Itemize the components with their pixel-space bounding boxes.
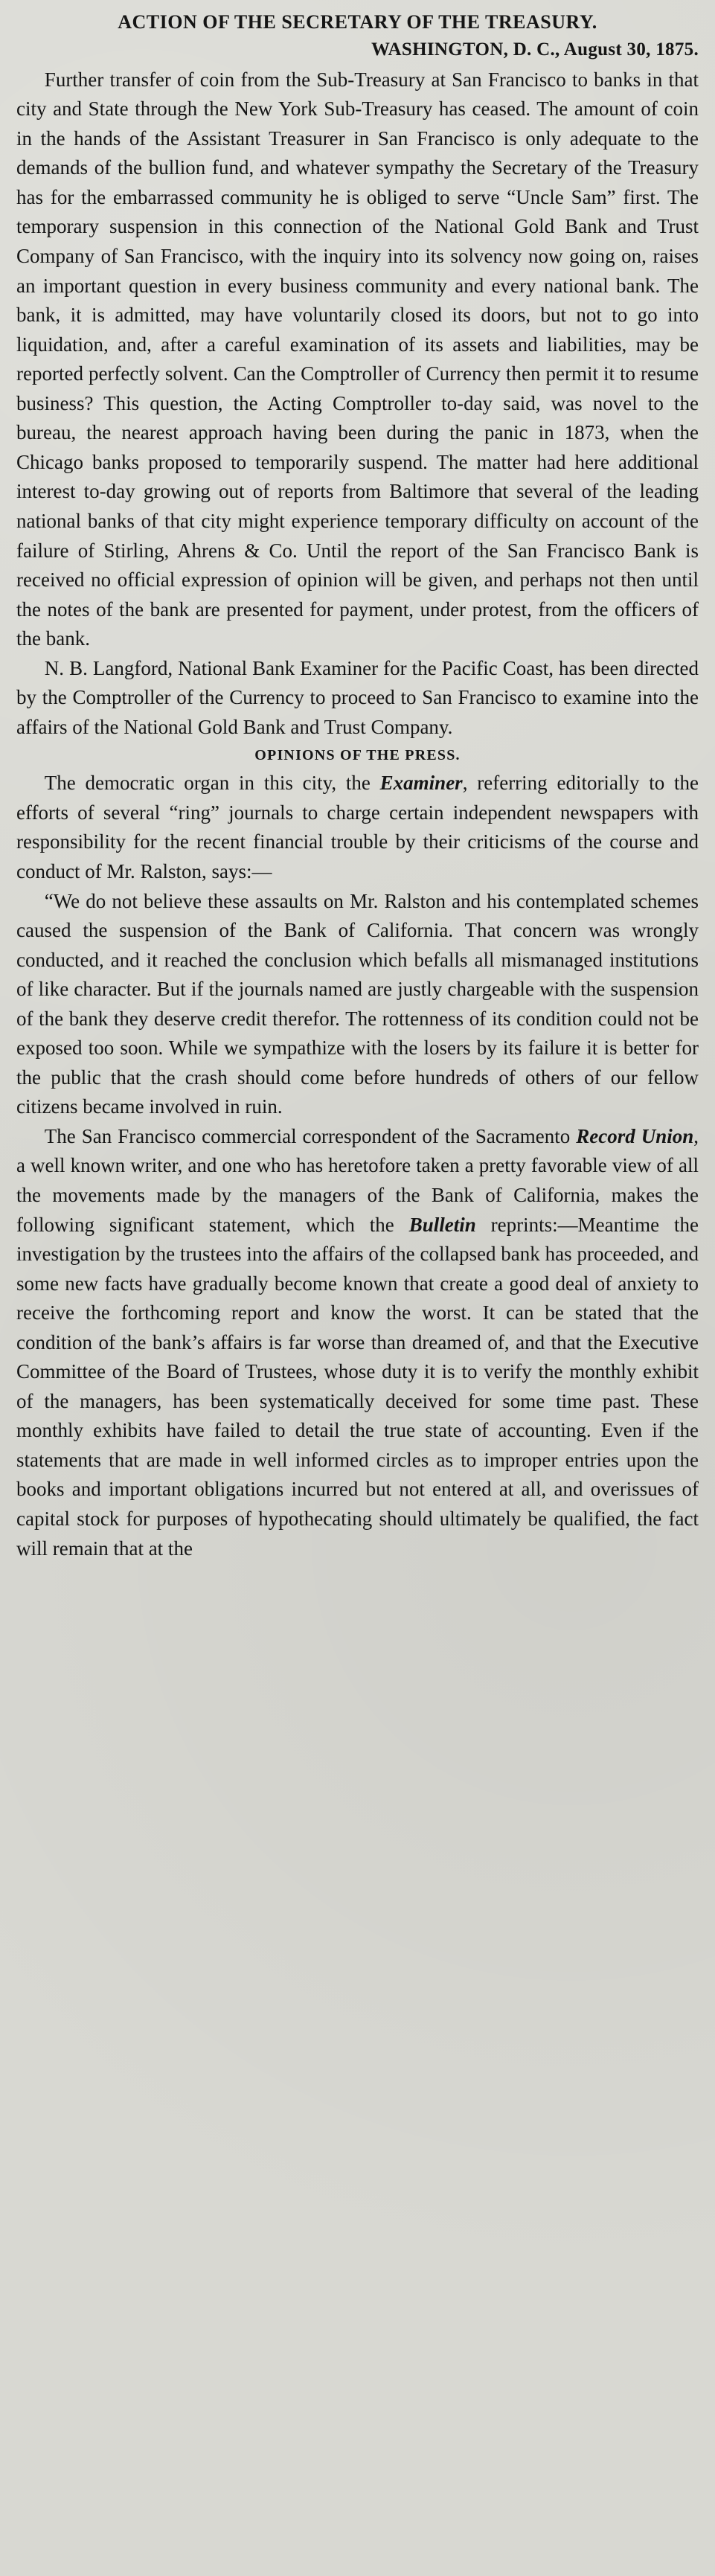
paragraph-langford: N. B. Langford, National Bank Examiner for the Pacific Coast, has been directed by the Comptroller of the Currency to proceed to San Francisco to examine into the affairs of the National Gold Bank and Trust Company. xyxy=(16,656,699,738)
record-union-name: Record Union xyxy=(576,1124,694,1147)
record-union-lead: The San Francisco commercial correspondent of the Sacramento xyxy=(44,1124,577,1147)
bulletin-name: Bulletin xyxy=(408,1213,476,1236)
paragraph-record-union xyxy=(16,1122,699,1563)
headline: ACTION OF THE SECRETARY OF THE TREASURY. xyxy=(118,11,597,33)
examiner-rest: , referring editorially to the efforts of several “ring” journals to charge certain independent newspapers with responsibility for the recent financial trouble by their criticisms of the course and conduct of Mr. Ralston, says:— xyxy=(16,772,699,882)
record-union-rest: reprints:—Meantime the investigation by the trustees into the affairs of the collapsed bank has proceeded, and some new facts have gradually become known that create a good deal of anxiety to receive the forthcoming report and know the worst. It can be stated that the condition of the bank’s affairs is far worse than dreamed of, and that the Executive Committee of the Board of Trustees, whose duty it is to verify the monthly exhibit of the managers, has been systematically deceived for some time past. These monthly exhibits have failed to detail the true state of accounting. Even if the statements that are made in well informed circles as to improper entries upon the books and important obligations incurred but not entered at all, and overissues of capital stock for purposes of hypothecating should ultimately be qualified, the fact will remain that at the xyxy=(16,1213,699,1560)
opinions-of-the-press-heading: OPINIONS OF THE PRESS. xyxy=(254,747,461,764)
examiner-name: Examiner xyxy=(379,772,463,795)
dateline: WASHINGTON, D. C., August 30, 1875. xyxy=(371,39,699,60)
examiner-lead: The democratic organ in this city, the xyxy=(44,772,380,795)
paragraph-treasury-action: Further transfer of coin from the Sub-Treasury at San Francisco to banks in that city and State through the New York Sub-Treasury has ceased. The amount of coin in the hands of the Assistant Treasurer in San Francisco is only adequate to the demands of the bullion fund, and whatever sympathy the Secretary of the Treasury has for the embarrassed community he is obliged to serve “Uncle Sam” first. The temporary suspension in this connection of the National Gold Bank and Trust Company of San Francisco, with the inquiry into its solvency now going on, raises an important question in every business community and every national bank. The bank, it is admitted, may have voluntarily closed its doors, but not to go into liquidation, and, after a careful examination of its assets and liabilities, may be reported perfectly solvent. Can the Comptroller of Currency then permit it to resume business? This question, the Acting Comptroller to-day said, was novel to the bureau, the nearest approach having been during the panic in 1873, when the Chicago banks proposed to temporarily suspend. The matter had here additional interest to-day growing out of reports from Baltimore that several of the leading national banks of that city might experience temporary difficulty on account of the failure of Stirling, Ahrens & Co. Until the report of the San Francisco Bank is received no official expression of opinion will be given, and perhaps not then until the notes of the bank are presented for payment, under protest, from the officers of the bank. xyxy=(16,68,699,650)
record-union-middle: , a well known writer, and one who has heretofore taken a pretty favorable view of all the movements made by the managers of the Bank of California, makes the following significant statement, which the xyxy=(16,1124,699,1236)
examiner-quote: “We do not believe these assaults on Mr. Ralston and his contemplated schemes caused the suspension of the Bank of California. That concern was wrongly conducted, and it reached the conclusion which befalls all mismanaged institutions of like character. But if the journals named are justly chargeable with the suspension of the bank they deserve credit therefor. The rottenness of its condition could not be exposed too soon. While we sympathize with the losers by its failure it is better for the public that the crash should come before hundreds of others of our fellow citizens became involved in ruin. xyxy=(16,889,699,1118)
paragraph-examiner xyxy=(16,769,699,886)
